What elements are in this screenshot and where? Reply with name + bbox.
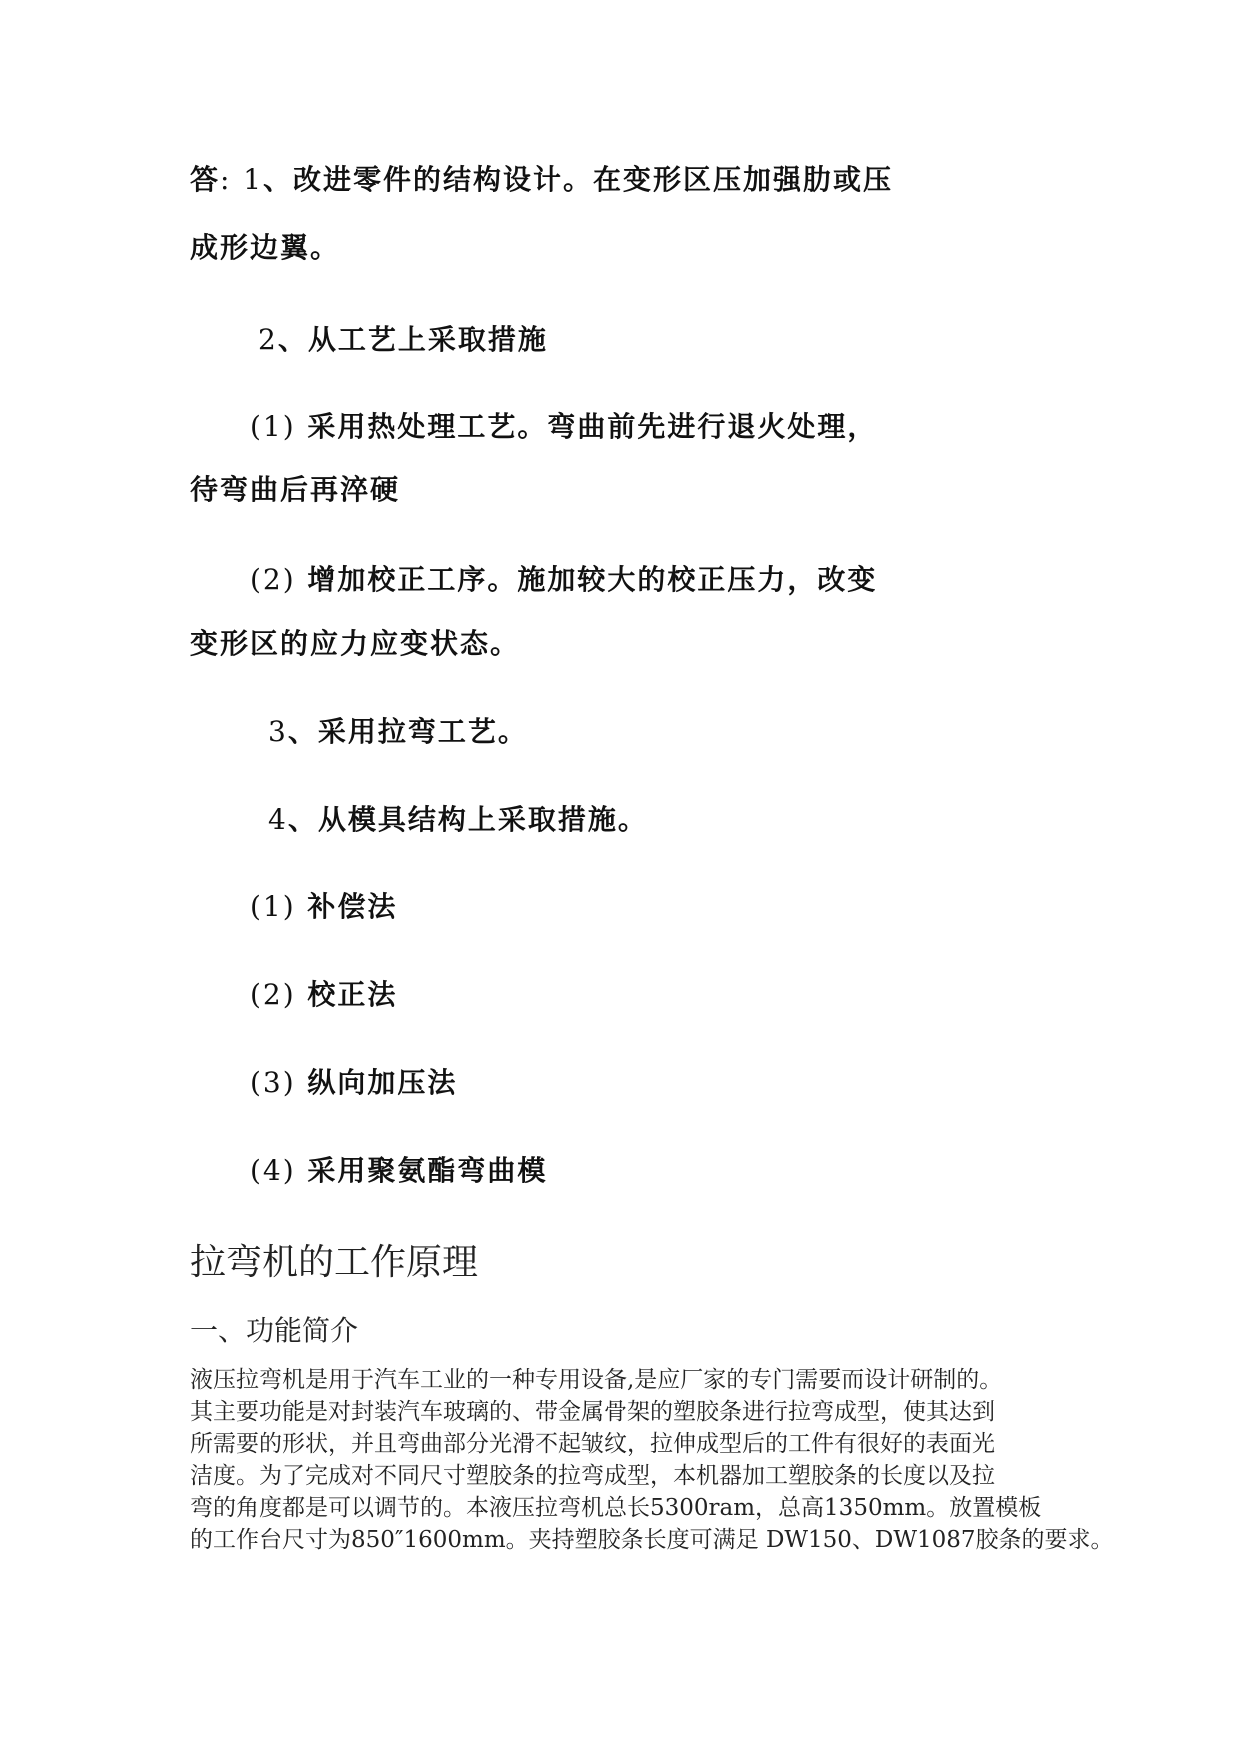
- answer-intro-line2: 成形边翼。: [190, 231, 341, 264]
- answer-item-2-2-line1: [250, 560, 877, 600]
- item-text: 、从模具结构上采取措施。: [287, 803, 648, 836]
- item-number: (2): [250, 563, 296, 596]
- answer-item-2: [258, 320, 548, 360]
- item-number: 4: [268, 803, 288, 836]
- answer-item-2-2-line2: 变形区的应力应变状态。: [190, 627, 521, 660]
- answer-item-4-2: [250, 975, 397, 1015]
- answer-item-4-4: [250, 1151, 547, 1191]
- answer-colon: :: [220, 163, 232, 196]
- answer-item-4-3: [250, 1063, 457, 1103]
- item-text: 采用聚氨酯弯曲模: [307, 1154, 548, 1187]
- paragraph-line: 其主要功能是对封装汽车玻璃的、带金属骨架的塑胶条进行拉弯成型，使其达到: [190, 1399, 995, 1425]
- item-number: (1): [250, 890, 296, 923]
- item-text: 、改进零件的结构设计。在变形区压加强肋或压: [263, 163, 894, 196]
- paragraph-line: 的工作台尺寸为850″1600mm。夹持塑胶条长度可满足 DW150、DW1087胶条的要求。: [190, 1527, 1114, 1553]
- paragraph-line: 液压拉弯机是用于汽车工业的一种专用设备,是应厂家的专门需要而设计研制的。: [190, 1367, 1003, 1393]
- item-number: (4): [250, 1154, 296, 1187]
- item-number: (3): [250, 1066, 296, 1099]
- answer-item-2-1-line1: [250, 407, 877, 447]
- item-number: (2): [250, 978, 296, 1011]
- answer-item-4-1: [250, 887, 397, 927]
- item-text: 校正法: [307, 978, 398, 1011]
- item-number: 3: [268, 715, 288, 748]
- section-subtitle: 一、功能简介: [190, 1314, 359, 1347]
- item-number: 1: [243, 163, 264, 196]
- paragraph-line: 弯的角度都是可以调节的。本液压拉弯机总长5300ram，总高1350mm。放置模板: [190, 1495, 1042, 1521]
- answer-item-3: [268, 712, 528, 752]
- item-text: 采用热处理工艺。弯曲前先进行退火处理，: [307, 410, 878, 443]
- item-text: 纵向加压法: [307, 1066, 458, 1099]
- section-title: 拉弯机的工作原理: [190, 1242, 479, 1283]
- item-text: 、采用拉弯工艺。: [287, 715, 528, 748]
- answer-item-4: [268, 800, 648, 840]
- paragraph-line: 洁度。为了完成对不同尺寸塑胶条的拉弯成型，本机器加工塑胶条的长度以及拉: [190, 1463, 995, 1489]
- paragraph-line: 所需要的形状，并且弯曲部分光滑不起皱纹，拉伸成型后的工件有很好的表面光: [190, 1431, 995, 1457]
- item-text: 补偿法: [307, 890, 398, 923]
- answer-intro-line1: [190, 160, 893, 200]
- item-number: (1): [250, 410, 296, 443]
- item-text: 、从工艺上采取措施: [277, 323, 548, 356]
- item-number: 2: [258, 323, 278, 356]
- answer-prefix: 答: [190, 163, 221, 196]
- answer-item-2-1-line2: 待弯曲后再淬硬: [190, 473, 401, 506]
- item-text: 增加校正工序。施加较大的校正压力，改变: [307, 563, 878, 596]
